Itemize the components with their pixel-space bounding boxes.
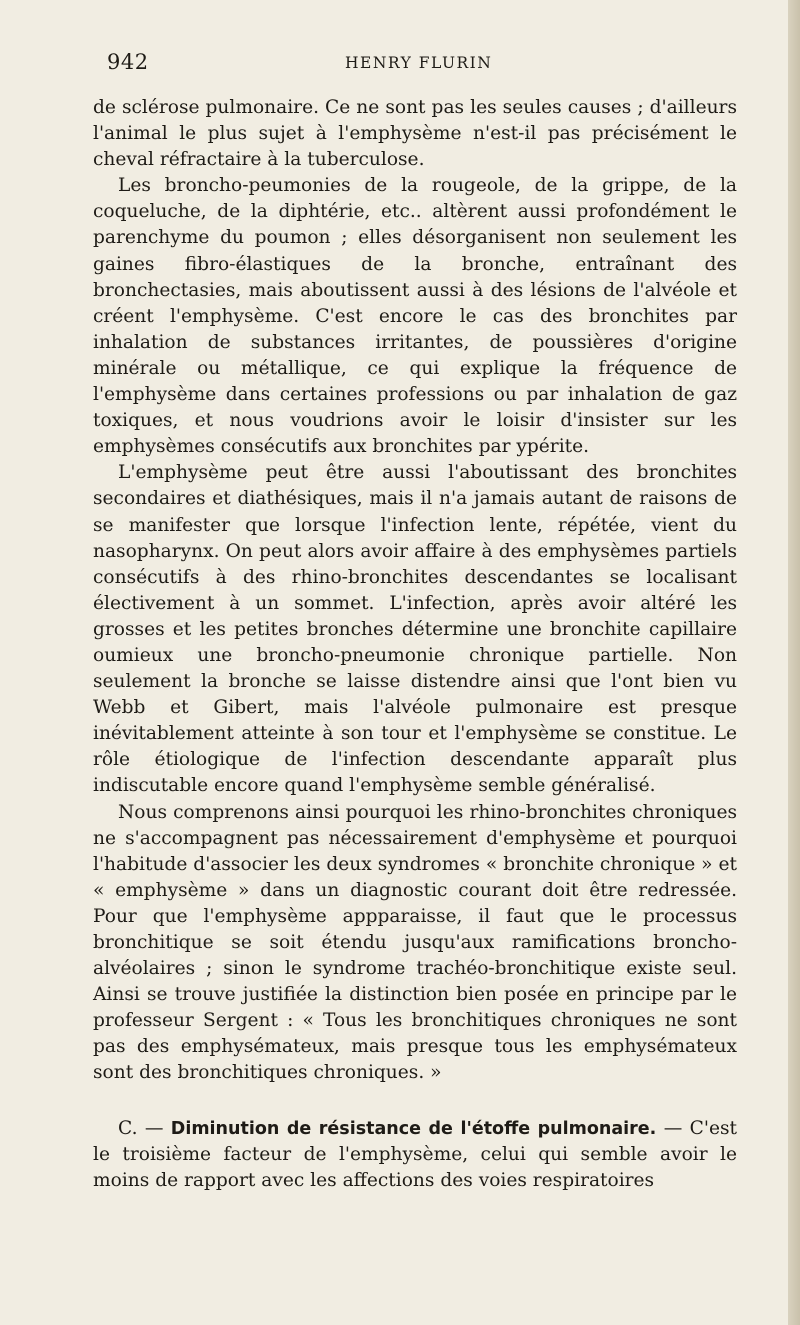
section-letter: C. — — [118, 1118, 164, 1139]
paragraph-continuation: de sclérose pulmonaire. Ce ne sont pas les seules causes ; d'ailleurs l'animal le plus sujet à l'emphysème n'est-il pas précisément le cheval réfractaire à la tuberculose. — [93, 97, 737, 171]
section-heading: Diminution de résistance de l'étoffe pulmonaire. — [170, 1119, 657, 1139]
page-edge — [788, 0, 800, 1325]
page-number: 942 — [107, 50, 149, 74]
running-head-author: HENRY FLURIN — [345, 54, 493, 72]
paragraph-bronchopneumonia: Les broncho-peumonies de la rougeole, de la grippe, de la coqueluche, de la diphtérie, etc.. altèrent aussi profondément le parenchyme du poumon ; elles désorganisent non seulement les gaines fibro-élastiques de la bronche, entraînant des bronchectasies, mais aboutissent aussi à des lésions de l'alvéole et créent l'emphysème. C'est encore le cas des bronchites par inhalation de substances irritantes, de poussières d'origine minérale ou métallique, ce qui explique la fréquence de l'emphysème dans certaines professions ou par inhalation de gaz toxiques, et nous voudrions avoir le loisir d'insister sur les emphysèmes consécutifs aux bronchites par ypérite. — [93, 175, 737, 458]
body-text — [93, 95, 737, 1087]
paragraph-infection: L'emphysème peut être aussi l'aboutissant des bronchites secondaires et diathésiques, mais il n'a jamais autant de raisons de se manifester que lorsque l'infection lente, répétée, vient du nasopharynx. On peut alors avoir affaire à des emphysèmes partiels consécutifs à des rhino-bronchites descendantes se localisant électivement à un sommet. L'infection, après avoir altéré les grosses et les petites bronches détermine une bronchite capillaire oumieux une broncho-pneumonie chronique partielle. Non seulement la bronche se laisse distendre ainsi que l'ont bien vu Webb et Gibert, mais l'alvéole pulmonaire est presque inévitablement atteinte à son tour et l'emphysème se constitue. Le rôle étiologique de l'infection descendante apparaît plus indiscutable encore quand l'emphysème semble généralisé. — [93, 462, 737, 797]
section-c — [93, 1116, 737, 1194]
paragraph-rhino-bronchitis: Nous comprenons ainsi pourquoi les rhino-bronchites chroniques ne s'accompagnent pas nécessairement d'emphysème et pourquoi l'habitude d'associer les deux syndromes « bronchite chronique » et « emphysème » dans un diagnostic courant doit être redressée. Pour que l'emphysème appparaisse, il faut que le processus bronchitique se soit étendu jusqu'aux ramifications broncho-alvéolaires ; sinon le syndrome trachéo-bronchitique existe seul. Ainsi se trouve justifiée la distinction bien posée en principe par le professeur Sergent : « Tous les bronchitiques chroniques ne sont pas des emphysémateux, mais presque tous les emphysémateux sont des bronchitiques chroniques. » — [93, 801, 737, 1084]
running-head — [0, 50, 788, 80]
section-text: — C'est le troisième facteur de l'emphysème, celui qui semble avoir le moins de rapport avec les affections des voies respiratoires — [93, 1118, 737, 1192]
